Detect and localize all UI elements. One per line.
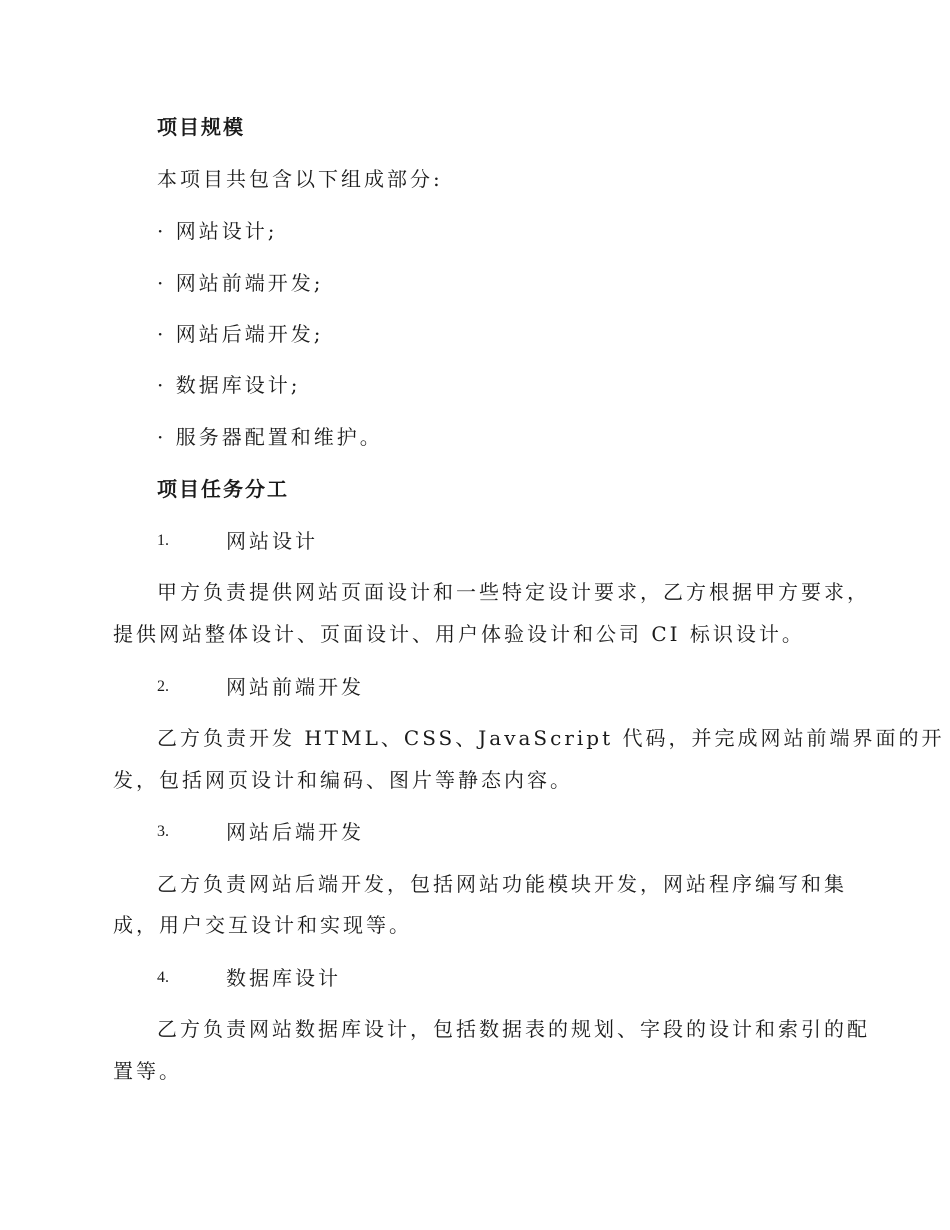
paragraph-line: 甲方负责提供网站页面设计和一些特定设计要求，乙方根据甲方要求， [157, 580, 870, 604]
bullet-item: · 服务器配置和维护。 [157, 425, 383, 449]
bullet-item: · 网站后端开发; [157, 322, 324, 346]
bullet-item: · 网站前端开发; [157, 271, 324, 295]
section-heading-scale: 项目规模 [157, 115, 245, 139]
bullet-item: · 数据库设计; [157, 373, 301, 397]
paragraph-line: 乙方负责开发 HTML、CSS、JavaScript 代码，并完成网站前端界面的开 [157, 726, 945, 750]
subsection-title: 网站后端开发 [226, 820, 364, 844]
paragraph-line: 乙方负责网站后端开发，包括网站功能模块开发，网站程序编写和集 [157, 872, 847, 896]
paragraph-line: 提供网站整体设计、页面设计、用户体验设计和公司 CI 标识设计。 [113, 622, 805, 646]
subsection-title: 数据库设计 [226, 966, 341, 990]
paragraph-line: 乙方负责网站数据库设计，包括数据表的规划、字段的设计和索引的配 [157, 1017, 870, 1041]
scale-intro: 本项目共包含以下组成部分: [157, 167, 443, 191]
list-number: 3. [157, 823, 169, 840]
list-number: 2. [157, 678, 169, 695]
list-number: 4. [157, 969, 169, 986]
section-heading-tasks: 项目任务分工 [157, 477, 289, 501]
subsection-title: 网站前端开发 [226, 675, 364, 699]
paragraph-line: 发，包括网页设计和编码、图片等静态内容。 [113, 768, 573, 792]
paragraph-line: 置等。 [113, 1059, 182, 1083]
paragraph-line: 成，用户交互设计和实现等。 [113, 913, 412, 937]
list-number: 1. [157, 532, 169, 549]
subsection-title: 网站设计 [226, 529, 318, 553]
bullet-item: · 网站设计; [157, 219, 278, 243]
